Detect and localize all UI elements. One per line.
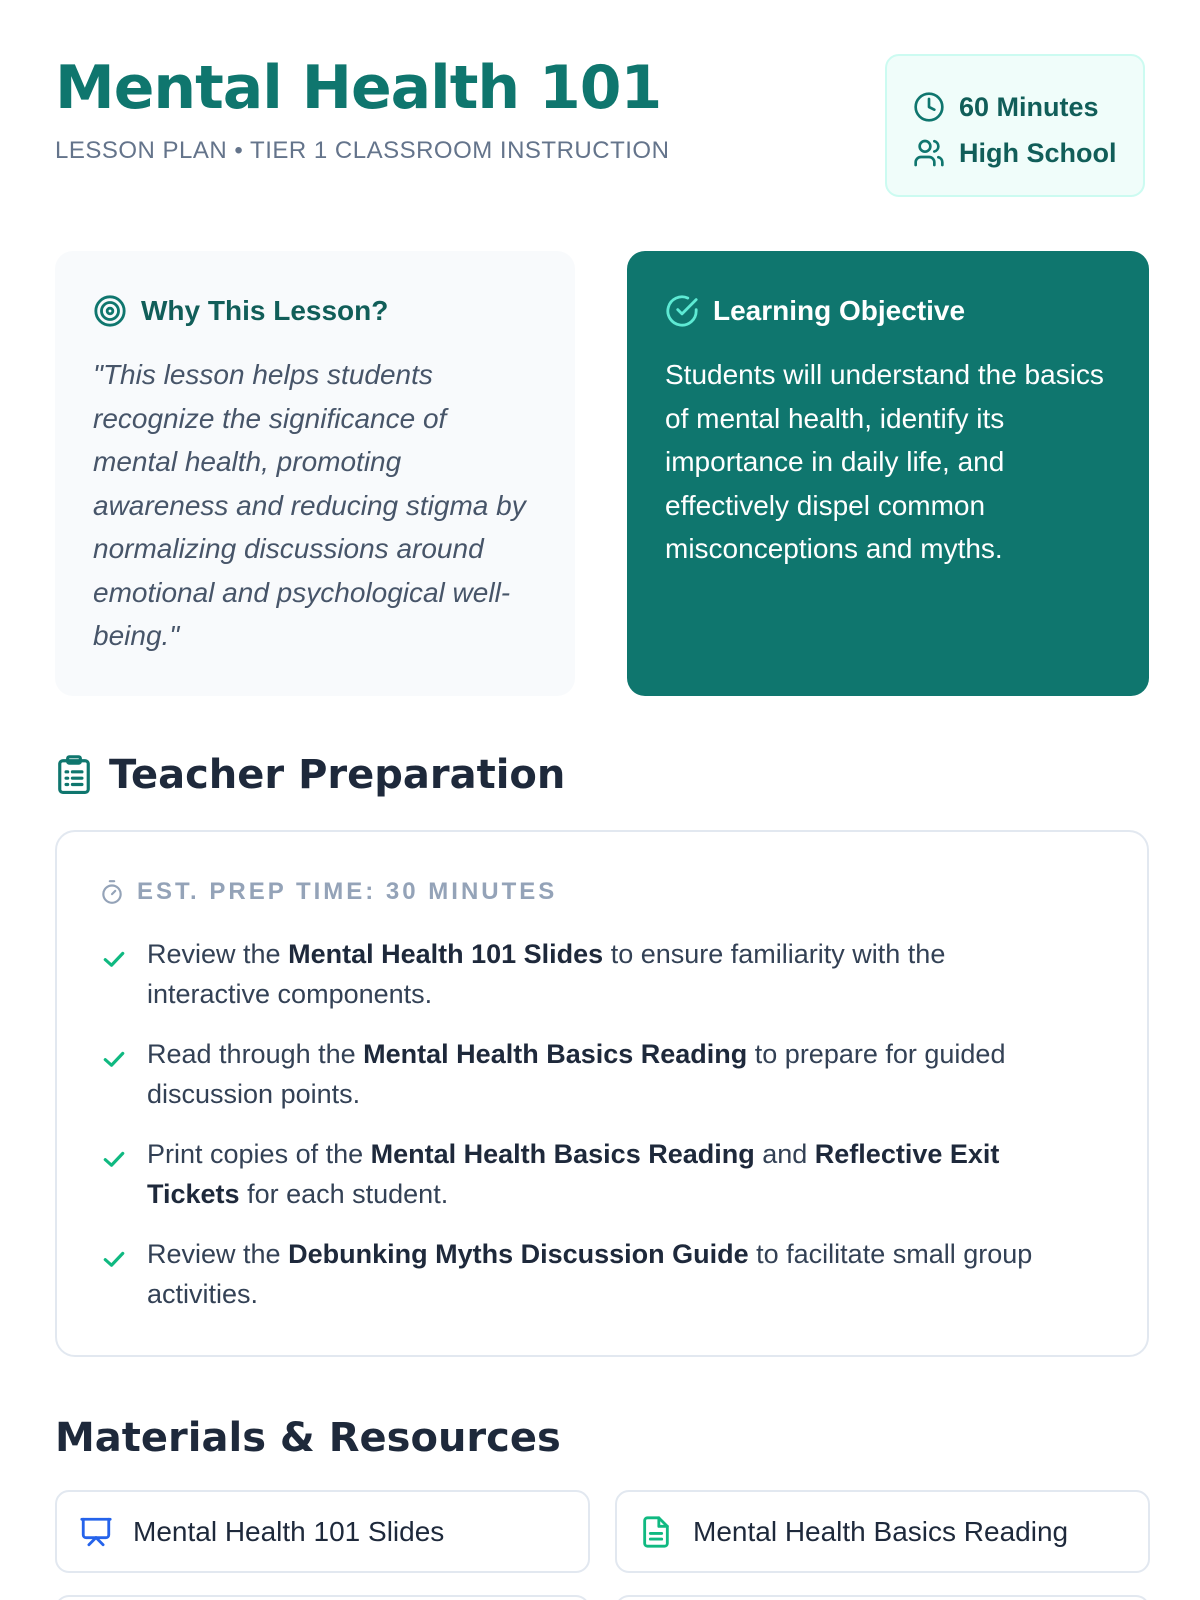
presentation-icon: [79, 1515, 113, 1549]
resource-name: Mental Health 101 Slides: [288, 939, 604, 969]
page-subtitle: LESSON PLAN • TIER 1 CLASSROOM INSTRUCTION: [55, 137, 670, 164]
why-heading: Why This Lesson?: [141, 295, 389, 326]
prep-text-fragment: Print copies of the: [147, 1139, 371, 1169]
teacher-preparation-heading-row: [55, 752, 565, 798]
prep-text-fragment: to prepare for guided discussion points.: [147, 1039, 1006, 1109]
prep-item-text: [147, 1034, 1047, 1114]
material-label: Mental Health Basics Reading: [693, 1515, 1069, 1547]
check-circle-icon: [665, 294, 699, 328]
teacher-preparation-box: [55, 830, 1149, 1357]
audience-label: High School: [959, 137, 1117, 168]
prep-text-fragment: for each student.: [239, 1179, 449, 1209]
prep-item-text: [147, 1234, 1047, 1314]
lesson-meta-box: [885, 54, 1145, 197]
checkmark-icon: [99, 1244, 129, 1274]
clipboard-icon: [55, 754, 93, 796]
prep-text-fragment: to facilitate small group activities.: [147, 1239, 1033, 1309]
prep-time-row: [99, 872, 1105, 912]
prep-text-fragment: and: [754, 1139, 815, 1169]
why-this-lesson-card: [55, 251, 575, 696]
resource-name: Reflective Exit Tickets: [147, 1139, 1000, 1209]
duration-row: [913, 84, 1117, 130]
lesson-header: [55, 0, 1145, 200]
resource-name: Mental Health Basics Reading: [370, 1139, 755, 1169]
prep-checklist: [99, 934, 1105, 1314]
prep-checklist-item: [99, 1134, 1105, 1214]
timer-icon: [99, 879, 125, 905]
why-quote: "This lesson helps students recognize the significance of mental health, promoting awareness and reducing stigma by normalizing discussions around emotional and psychological well-being.": [93, 359, 526, 651]
why-heading-row: [93, 291, 537, 331]
page-title: Mental Health 101: [55, 53, 662, 123]
prep-checklist-item: [99, 1034, 1105, 1114]
learning-objective-card: [627, 251, 1149, 696]
resource-name: Mental Health Basics Reading: [363, 1039, 748, 1069]
material-label: Mental Health 101 Slides: [133, 1515, 445, 1547]
objective-heading-row: [665, 291, 1111, 331]
checkmark-icon: [99, 1144, 129, 1174]
users-icon: [913, 137, 945, 169]
materials-heading-row: [55, 1415, 561, 1461]
teacher-preparation-heading: Teacher Preparation: [109, 752, 566, 798]
resource-name: Debunking Myths Discussion Guide: [288, 1239, 749, 1269]
document-icon: [639, 1515, 673, 1549]
material-card-partial[interactable]: [55, 1595, 590, 1600]
prep-text-fragment: Read through the: [147, 1039, 364, 1069]
prep-checklist-item: [99, 934, 1105, 1014]
material-slides-link[interactable]: [55, 1490, 590, 1573]
material-reading-link[interactable]: [615, 1490, 1150, 1573]
prep-text-fragment: Review the: [147, 1239, 289, 1269]
duration-label: 60 Minutes: [959, 91, 1099, 122]
prep-item-text: [147, 1134, 1047, 1214]
prep-item-text: [147, 934, 1047, 1014]
checkmark-icon: [99, 944, 129, 974]
prep-text-fragment: to ensure familiarity with the interactive components.: [147, 939, 946, 1009]
material-card-partial[interactable]: [615, 1595, 1150, 1600]
objective-heading: Learning Objective: [713, 295, 966, 326]
checkmark-icon: [99, 1044, 129, 1074]
target-icon: [93, 294, 127, 328]
prep-time-label: EST. PREP TIME: 30 MINUTES: [137, 878, 558, 905]
objective-text: Students will understand the basics of mental health, identify its importance in daily life, and effectively dispel common misconceptions and myths.: [665, 359, 1104, 564]
audience-row: [913, 130, 1117, 176]
clock-icon: [913, 91, 945, 123]
prep-checklist-item: [99, 1234, 1105, 1314]
materials-heading: Materials & Resources: [55, 1415, 561, 1461]
overview-cards: [55, 251, 1149, 696]
prep-text-fragment: Review the: [147, 939, 289, 969]
